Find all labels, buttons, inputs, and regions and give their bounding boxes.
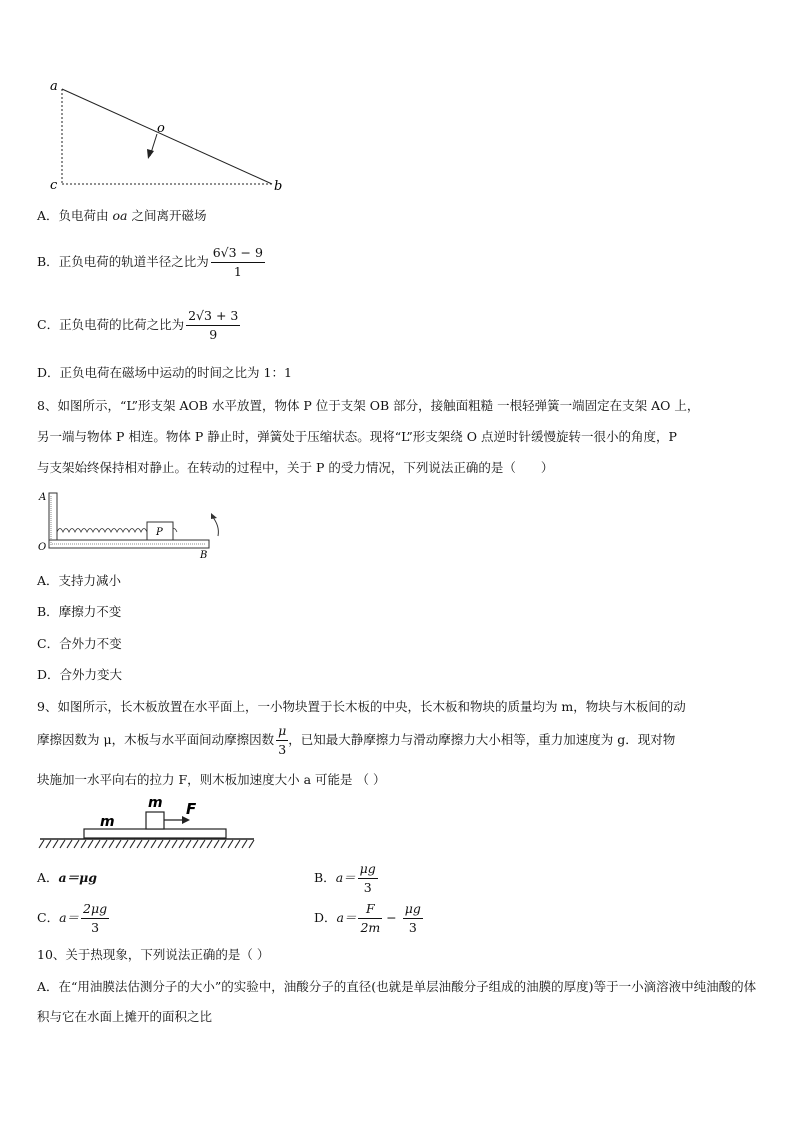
label-F: F: [186, 800, 197, 818]
label-O: O: [38, 542, 47, 553]
q9-stem-line2: 摩擦因数为 μ，木板与水平面间动摩擦因数 $\frac{\mu}{3}$ ，已知最大静摩擦力与滑动摩擦力大小相等，重力加速度为 g．现对物: [37, 723, 676, 757]
q7-option-d: D．正负电荷在磁场中运动的时间之比为 1：1: [37, 365, 292, 380]
label-c: c: [50, 178, 58, 193]
fraction: $\frac{2\mu g}{3}$: [83, 901, 108, 935]
q10-option-a: A．在“用油膜法估测分子的大小”的实验中，油酸分子的直径(也就是单层油酸分子组成的油膜的厚度)等于一小滴溶液中纯油酸的体积与它在水面上摊开的面积之比: [37, 979, 757, 1024]
label-a: a: [50, 79, 58, 94]
label-P: P: [156, 527, 163, 538]
label-b: b: [274, 179, 283, 194]
q9-option-b: B．a＝ $\frac{\mu g}{3}$: [314, 861, 376, 895]
q9-board-block-figure: [38, 792, 258, 856]
q8-stem-line2: 另一端与物体 P 相连。物体 P 静止时，弹簧处于压缩状态。现将“L”形支架绕 O 点逆时针缓慢旋转一很小的角度，P: [37, 429, 677, 444]
label-m-block: m: [148, 795, 163, 811]
fraction: $\frac{\mu}{3}$: [278, 723, 287, 757]
q8-l-bracket-figure: [36, 488, 236, 560]
q7-triangle-figure: [44, 76, 294, 196]
label-B: B: [200, 550, 208, 560]
fraction: $\frac{F}{2m}$: [360, 901, 381, 935]
q7-option-c: C．正负电荷的比荷之比为 $\frac{2√3 + 3}{9}$: [37, 308, 239, 342]
q7-option-b: B．正负电荷的轨道半径之比为 $\frac{6√3 - 9}{1}$: [37, 245, 263, 279]
q8-option-d: D．合外力变大: [37, 667, 123, 682]
q9-stem-line1: 9、如图所示，长木板放置在水平面上，一小物块置于长木板的中央，长木板和物块的质量均为 m，物块与木板间的动: [37, 699, 686, 714]
fraction: $\frac{\mu g}{3}$: [359, 861, 376, 895]
fraction: $\frac{6√3 - 9}{1}$: [212, 245, 263, 279]
q7-option-a: A．负电荷由 oa 之间离开磁场: [37, 208, 207, 223]
q9-option-c: C．a＝ $\frac{2\mu g}{3}$: [37, 901, 108, 935]
label-A: A: [39, 492, 47, 503]
fraction: $\frac{2√3 + 3}{9}$: [188, 308, 239, 342]
q10-stem: 10、关于热现象，下列说法正确的是（ ）: [37, 947, 270, 962]
q9-option-a: A．a＝μg: [37, 870, 98, 885]
label-o: o: [157, 121, 165, 136]
q8-stem-line3: 与支架始终保持相对静止。在转动的过程中，关于 P 的受力情况，下列说法正确的是（ ）: [37, 460, 554, 475]
rotation-arrow-icon: [211, 513, 217, 519]
q8-option-b: B．摩擦力不变: [37, 604, 122, 619]
fraction: $\frac{\mu g}{3}$: [404, 901, 421, 935]
q9-stem-line3: 块施加一水平向右的拉力 F，则木板加速度大小 a 可能是 （ ）: [37, 772, 386, 787]
q9-option-d: D．a＝ $\frac{F}{2m}$ − $\frac{\mu g}{3}$: [314, 901, 421, 935]
q8-option-c: C．合外力不变: [37, 636, 122, 651]
label-m-board: m: [100, 814, 115, 830]
q8-option-a: A．支持力减小: [37, 573, 122, 588]
q8-stem-line1: 8、如图所示，“L”形支架 AOB 水平放置，物体 P 位于支架 OB 部分，接触面粗糙 一根轻弹簧一端固定在支架 AO 上，: [37, 398, 700, 413]
